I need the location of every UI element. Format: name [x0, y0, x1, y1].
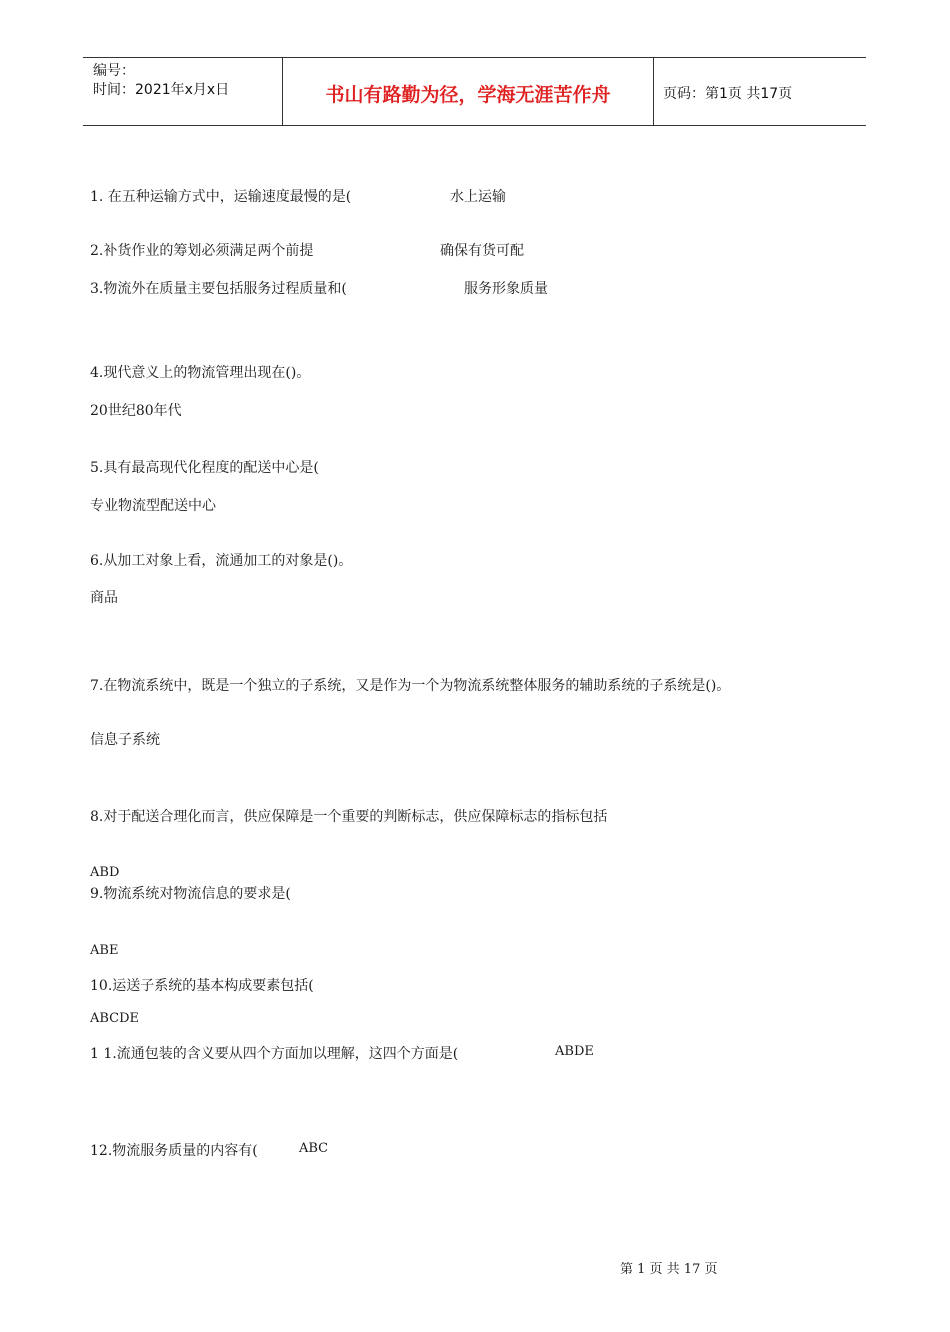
header-info-cell	[83, 58, 283, 125]
answer-9: ABE	[90, 943, 119, 958]
answer-12: ABC	[299, 1141, 329, 1156]
question-4: 4.现代意义上的物流管理出现在()。	[90, 365, 311, 381]
page-footer: 第 1 页 共 17 页	[620, 1262, 718, 1277]
question-8: 8.对于配送合理化而言，供应保障是一个重要的判断标志，供应保障标志的指标包括	[90, 809, 608, 825]
answer-2: 确保有货可配	[440, 243, 524, 259]
header-page-number: 页码：第1页 共17页	[663, 86, 793, 102]
question-5: 5.具有最高现代化程度的配送中心是(	[90, 460, 319, 476]
question-3: 3.物流外在质量主要包括服务过程质量和(	[90, 281, 347, 297]
answer-10: ABCDE	[90, 1011, 140, 1026]
question-7: 7.在物流系统中，既是一个独立的子系统，又是作为一个为物流系统整体服务的辅助系统的子系统是()。	[90, 678, 731, 694]
question-6: 6.从加工对象上看，流通加工的对象是()。	[90, 553, 353, 569]
document-number-label: 编号：	[93, 63, 135, 79]
document-date-label: 时间：2021年x月x日	[93, 82, 230, 98]
answer-7: 信息子系统	[90, 732, 160, 748]
answer-8: ABD	[90, 865, 120, 880]
document-header	[83, 57, 866, 126]
question-2: 2.补货作业的筹划必须满足两个前提	[90, 243, 314, 259]
question-12: 12.物流服务质量的内容有(	[90, 1143, 258, 1159]
question-10: 10.运送子系统的基本构成要素包括(	[90, 978, 314, 994]
question-9: 9.物流系统对物流信息的要求是(	[90, 886, 291, 902]
answer-3: 服务形象质量	[464, 281, 548, 297]
question-11: 1 1.流通包装的含义要从四个方面加以理解，这四个方面是(	[90, 1046, 459, 1062]
answer-4: 20世纪80年代	[90, 403, 182, 419]
answer-6: 商品	[90, 590, 118, 606]
answer-11: ABDE	[555, 1044, 594, 1059]
header-page-cell	[654, 58, 866, 125]
header-motto-cell	[283, 58, 654, 125]
answer-5: 专业物流型配送中心	[90, 498, 216, 514]
header-motto: 书山有路勤为径，学海无涯苦作舟	[325, 84, 611, 106]
question-1: 1. 在五种运输方式中，运输速度最慢的是(	[90, 189, 352, 205]
answer-1: 水上运输	[450, 189, 506, 205]
